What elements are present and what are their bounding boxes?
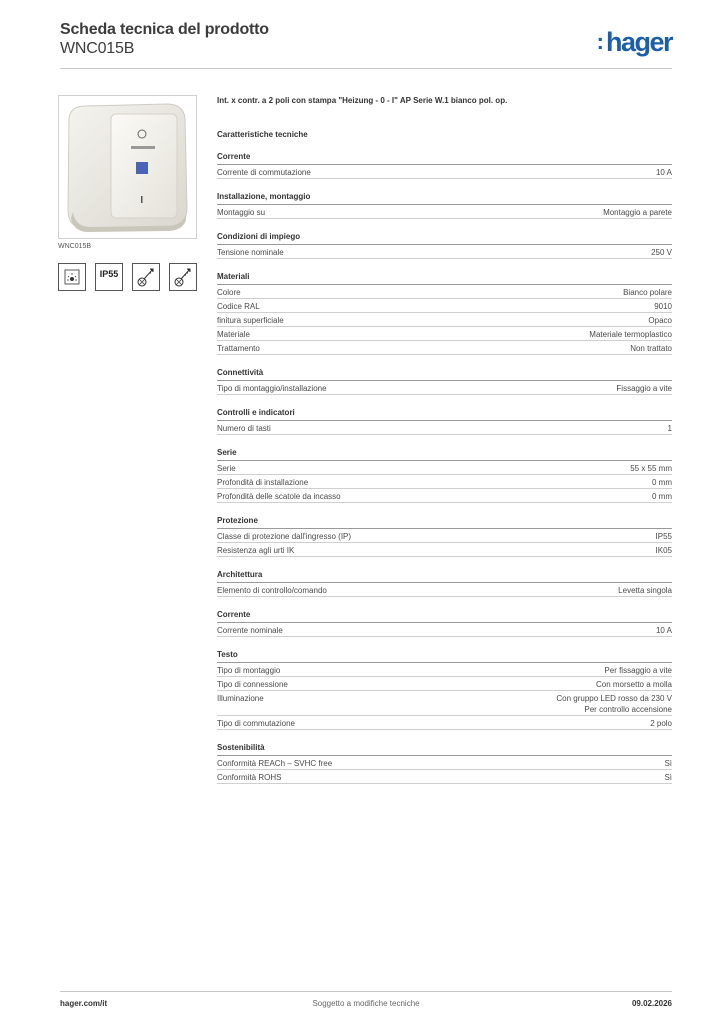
header-divider (60, 68, 672, 69)
spec-value (604, 665, 672, 676)
spec-group-title: Testo (217, 647, 672, 663)
spec-group-title: Corrente (217, 607, 672, 623)
product-description: Int. x contr. a 2 poli con stampa "Heizung - 0 - I" AP Serie W.1 bianco pol. op. (217, 96, 508, 105)
spec-value (654, 301, 672, 312)
spec-value-line: IP55 (655, 532, 672, 541)
spec-label: Codice RAL (217, 302, 260, 311)
key-switch-icon (132, 263, 160, 291)
spec-value (656, 545, 672, 556)
spec-group-title: Corrente (217, 149, 672, 165)
spec-label: Profondità delle scatole da incasso (217, 492, 341, 501)
spec-value-line: Per controllo accensione (584, 705, 672, 714)
spec-label: Conformità REACh – SVHC free (217, 759, 333, 768)
spec-group (217, 445, 672, 503)
spec-value-line: Materiale termoplastico (589, 330, 672, 339)
spec-label: Profondità di installazione (217, 478, 309, 487)
spec-row (217, 583, 672, 597)
spec-label: Tipo di montaggio (217, 666, 281, 675)
led-lamp-icon (58, 263, 86, 291)
spec-group (217, 740, 672, 784)
spec-row (217, 285, 672, 299)
spec-row (217, 756, 672, 770)
spec-row (217, 313, 672, 327)
spec-value-line: 55 x 55 mm (630, 464, 672, 473)
spec-label: Resistenza agli urti IK (217, 546, 295, 555)
spec-value-line: 10 A (655, 626, 672, 635)
spec-group (217, 513, 672, 557)
spec-label: Illuminazione (217, 694, 264, 703)
spec-row (217, 341, 672, 355)
spec-row (217, 529, 672, 543)
footer-website: hager.com/it (60, 999, 108, 1008)
spec-label: Trattamento (217, 344, 260, 353)
spec-value-line: Con morsetto a molla (595, 680, 672, 689)
product-image-label: WNC015B (58, 243, 92, 250)
spec-group-title: Materiali (217, 269, 672, 285)
spec-value-line: 10 A (655, 168, 672, 177)
spec-row (217, 716, 672, 730)
spec-group (217, 149, 672, 179)
spec-value-line: Opaco (648, 316, 672, 325)
spec-value (596, 679, 672, 690)
spec-value-line: Con gruppo LED rosso da 230 V (556, 694, 672, 703)
spec-value-line: 9010 (654, 302, 672, 311)
logo-dots-icon: : (596, 29, 604, 54)
spec-group-title: Architettura (217, 567, 672, 583)
spec-row (217, 475, 672, 489)
spec-value (623, 287, 672, 298)
spec-row (217, 489, 672, 503)
spec-group (217, 405, 672, 435)
spec-label: Tipo di connessione (217, 680, 288, 689)
page-header (60, 21, 672, 71)
spec-value (630, 343, 672, 354)
spec-group (217, 365, 672, 395)
spec-group-title: Connettività (217, 365, 672, 381)
spec-row (217, 663, 672, 677)
spec-value-line: 0 mm (652, 478, 672, 487)
spec-label: finitura superficiale (217, 316, 284, 325)
spec-label: Tipo di commutazione (217, 719, 295, 728)
spec-value (652, 477, 672, 488)
spec-group (217, 607, 672, 637)
spec-group (217, 647, 672, 730)
spec-label: Corrente di commutazione (217, 168, 311, 177)
spec-row (217, 623, 672, 637)
logo-text: hager (605, 27, 672, 57)
spec-group-title: Sostenibilità (217, 740, 672, 756)
spec-value-line: 2 polo (650, 719, 672, 728)
spec-value (651, 247, 672, 258)
ip-rating-icon: IP55 (95, 263, 123, 291)
spec-value (616, 383, 672, 394)
spec-row (217, 677, 672, 691)
spec-row (217, 461, 672, 475)
spec-group (217, 229, 672, 259)
spec-value-line: Fissaggio a vite (616, 384, 672, 393)
spec-label: Tensione nominale (217, 248, 284, 257)
switch-illustration (59, 96, 196, 238)
spec-label: Elemento di controllo/comando (217, 586, 327, 595)
spec-row (217, 770, 672, 784)
spec-value (648, 315, 672, 326)
key-switch-icon-2 (169, 263, 197, 291)
page-footer (60, 991, 672, 1012)
spec-group-title: Condizioni di impiego (217, 229, 672, 245)
spec-label: Montaggio su (217, 208, 266, 217)
spec-row (217, 381, 672, 395)
spec-value (668, 423, 672, 434)
spec-value-line: 1 (667, 424, 672, 433)
spec-value (556, 693, 672, 715)
spec-value (664, 758, 672, 769)
spec-value-line: IK05 (655, 546, 672, 555)
spec-value (603, 207, 672, 218)
spec-value (656, 625, 672, 636)
spec-label: Materiale (217, 330, 250, 339)
spec-value-line: Sì (664, 773, 672, 782)
spec-label: Colore (217, 288, 241, 297)
spec-group-title: Serie (217, 445, 672, 461)
spec-value-line: Sì (664, 759, 672, 768)
spec-label: Classe di protezione dall'ingresso (IP) (217, 532, 352, 541)
spec-value (656, 531, 672, 542)
spec-value (630, 463, 672, 474)
spec-group-title: Controlli e indicatori (217, 405, 672, 421)
spec-groups (217, 149, 672, 784)
spec-group-title: Installazione, montaggio (217, 189, 672, 205)
spec-value (656, 167, 672, 178)
spec-group (217, 189, 672, 219)
specs-heading: Caratteristiche tecniche (217, 130, 308, 139)
spec-value-line: 0 mm (652, 492, 672, 501)
spec-value-line: Non trattato (630, 344, 672, 353)
spec-row (217, 245, 672, 259)
specs-column (217, 95, 672, 794)
spec-row (217, 205, 672, 219)
spec-label: Corrente nominale (217, 626, 283, 635)
spec-value (652, 491, 672, 502)
spec-row (217, 691, 672, 716)
spec-label: Conformità ROHS (217, 773, 282, 782)
spec-label: Tipo di montaggio/installazione (217, 384, 327, 393)
spec-label: Numero di tasti (217, 424, 271, 433)
spec-value-line: Levetta singola (618, 586, 672, 595)
spec-value (618, 585, 672, 596)
spec-row (217, 421, 672, 435)
page-title: Scheda tecnica del prodotto (60, 21, 269, 38)
spec-value-line: Montaggio a parete (603, 208, 672, 217)
spec-value-line: Bianco polare (623, 288, 672, 297)
spec-group (217, 567, 672, 597)
footer-note: Soggetto a modifiche tecniche (312, 999, 420, 1008)
feature-icons (58, 263, 197, 291)
spec-row (217, 327, 672, 341)
spec-value (664, 772, 672, 783)
spec-group-title: Protezione (217, 513, 672, 529)
spec-label: Serie (217, 464, 236, 473)
spec-group (217, 269, 672, 355)
hager-logo (597, 27, 672, 58)
product-code-title: WNC015B (60, 40, 135, 57)
spec-row (217, 543, 672, 557)
spec-value (589, 329, 672, 340)
spec-value (650, 718, 672, 729)
product-image (58, 95, 197, 239)
footer-date: 09.02.2026 (631, 999, 672, 1008)
spec-value-line: 250 V (651, 248, 672, 257)
spec-value-line: Per fissaggio a vite (604, 666, 672, 675)
spec-row (217, 165, 672, 179)
spec-row (217, 299, 672, 313)
